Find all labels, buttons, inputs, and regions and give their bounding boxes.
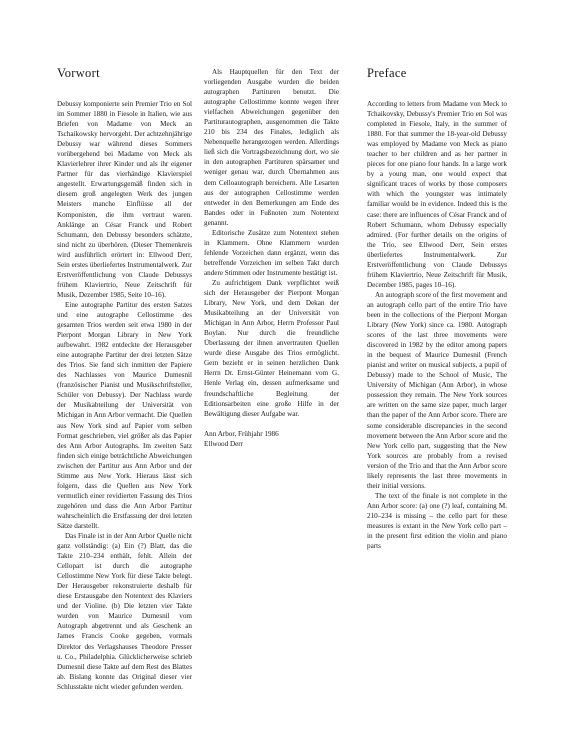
vorwort-column-2: [204, 67, 339, 449]
preface-paragraph-3: The text of the finale is not complete in the Ann Arbor score: (a) one (?) leaf, containing M. 210–234 is missing – the cello part for these measures is extant in the New York cello part – in the present first edition the violin and piano parts: [367, 491, 507, 551]
signature-place-date: Ann Arbor, Frühjahr 1986: [204, 429, 279, 438]
vorwort-paragraph-2: Eine autographe Partitur des ersten Satzes und eine autographe Cellostimme des gesamten Trios werden seit etwa 1980 in der Pierpont Morgan Library in New York aufbewahrt. 1982 entdeckte der Herausgeber eine autographe Partitur der drei letzten Sätze des Trios. Sie fand sich inmitten der Papiere des Nachlasses von Maurice Dumesnil (französischer Pianist und Musikschriftsteller, Schüler von Debussy). Der Nachlass wurde der Musikabteilung der Universität von Michigan in Ann Arbor vermacht. Die Quellen aus New York sind auf Papier vom selben Format geschrieben, viel größer als das Papier des Ann Arbor Autographs. Im zweiten Satz finden sich einige beträchtliche Abweichungen zwischen der Partitur aus Ann Arbor und der Stimme aus New York. Hieraus lässt sich folgern, dass die Quellen aus New York vermutlich einer revidierten Fassung des Trios zugehören und dass die Ann Arbor Partitur wahrscheinlich die Erstfassung der drei letzten Sätze darstellt.: [57, 300, 192, 530]
preface-paragraph-2: An autograph score of the first movement and an autograph cello part of the entire Trio have been in the collections of the Pierpont Morgan Library (New York) since ca. 1980. Autograph scores of the last three movements were discovered in 1982 by the editor among papers in the bequest of Maurice Dumesnil (French pianist and writer on musical subjects, a pupil of Debussy) made to the School of Music, The University of Michigan (Ann Arbor), in whose possession they remain. The New York sources are written on the same size paper, much larger than the paper of the Ann Arbor score. There are some considerable discrepancies in the second movement between the Ann Arbor score and the New York cello part, suggesting that the New York sources are probably from a revised version of the Trio and that the Ann Arbor score likely represents the last three movements in their initial versions.: [367, 290, 507, 490]
vorwort-column-1: [57, 66, 192, 692]
vorwort-paragraph-6: Zu aufrichtigem Dank verpflichtet weiß sich der Herausgeber der Pierpont Morgan Library, New York, und dem Dekan der Musikabteilung an der Universität von Michigan in Ann Arbor, Herrn Professor Paul Boylan. Nur durch die freundliche Überlassung der ihnen anvertrauten Quellen wurde diese Ausgabe des Trios ermöglicht. Gern bezieht er in seinen herzlichen Dank Herrn Dr. Ernst-Günter Heinemann vom G. Henle Verlag ein, dessen aufmerksame und freundschaftliche Begleitung der Editionsarbeiten eine große Hilfe in der Bewältigung dieser Aufgabe war.: [204, 278, 339, 418]
vorwort-paragraph-4: Als Hauptquellen für den Text der vorliegenden Ausgabe wurden die beiden autographen Partituren benutzt. Die autographe Cellostimme konnte wegen ihrer vielfachen Abweichungen gegenüber den Partiturautographen, ausgenommen die Takte 210 bis 234 des Finales, lediglich als Nebenquelle herangezogen werden. Allerdings ließ sich die Vortragsbezeichnung dort, wo sie in den autographen Partituren spärsamer und weniger genau war, durch Übernahmen aus dem Celloautograph bereichern. Alle Lesarten aus der autographen Cellostimme werden entweder in den Bemerkungen am Ende des Bandes oder in Fußnoten zum Notentext genannt.: [204, 68, 339, 227]
signature-spacer: [204, 419, 339, 429]
signature-name: Ellwood Derr: [204, 439, 244, 448]
preface-title: Preface: [367, 66, 407, 80]
vorwort-paragraph-5: Editorische Zusätze zum Notentext stehen in Klammern. Ohne Klammern wurden fehlende Vorzeichen dann ergänzt, wenn das betreffende Vorzeichen im selben Takt durch andere Stimmen oder Instrumente bestätigt ist.: [204, 228, 339, 277]
preface-column: [367, 66, 507, 551]
vorwort-title: Vorwort: [57, 66, 100, 80]
vorwort-paragraph-3: Das Finale ist in der Ann Arbor Quelle nicht ganz vollständig: (a) Ein (?) Blatt, das die Takte 210–234 enthält, fehlt. Allein der Cellopart ist durch die autographe Cellostimme New York für diese Takte belegt. Der Herausgeber rekonstruierte deshalb für diese Erstausgabe den Notentext des Klaviers und der Violine. (b) Die letzten vier Takte wurden von Maurice Dumesnil vom Autograph abgetrennt und als Geschenk an James Francis Cooke gegeben, vormals Direktor des Verlagshauses Theodore Presser u. Co., Philadelphia. Glücklicherweise schrieb Dumesnil diese Takte auf dem Rest des Blattes ab. Bislang konnte das Original dieser vier Schlusstakte nicht wieder gefunden werden.: [57, 532, 192, 691]
vorwort-paragraph-1: Debussy komponierte sein Premier Trio en Sol im Sommer 1880 in Fiesole in Italien, wie aus Briefen von Madame von Meck an Tschaikowsky hervorgeht. Der achtzehnjährige Debussy war während dieses Sommers vorübergehend bei Madame von Meck als Klavierlehrer ihrer Kinder und als ihr eigener Partner für das vierhändige Klavierspiel angestellt. Erwartungsgemäß finden sich in diesem groß angelegten Werk des jungen Meisters manche Einflüsse all der Komponisten, die ihm vertraut waren. Anklänge an César Franck und Robert Schumann, den Debussy besonders schätzte, sind nicht zu überhören. (Dieser Themenkreis wird ausführlich erörtert in: Ellwood Derr, Sein erstes überliefertes Instrumentalwerk. Zur Erstveröffentlichung von Claude Debussys frühem Klaviertrio, Neue Zeitschrift für Musik, Dezember 1985, Seite 10–16).: [57, 100, 192, 299]
preface-paragraph-1: According to letters from Madame von Meck to Tchaikovsky, Debussy's Premier Trio en Sol was completed in Fiesole, Italy, in the summer of 1880. For that summer the 18-year-old Debussy was employed by Madame von Meck as piano teacher to her children and as her partner in pieces for one piano four hands. In a large work by a young man, one would expect that significant traces of works by those composers with which the youngster was intimately familiar would be in evidence. Indeed this is the case: there are influences of César Franck and of Robert Schumann, whom Debussy especially admired. (For further details on the origins of the Trio, see Ellwood Derr, Sein erstes überliefertes Instrumentalwerk. Zur Erstveröffentlichung von Claude Debussys frühem Klaviertrio, Neue Zeitschrift für Musik, December 1985, pages 10–16).: [367, 100, 507, 289]
